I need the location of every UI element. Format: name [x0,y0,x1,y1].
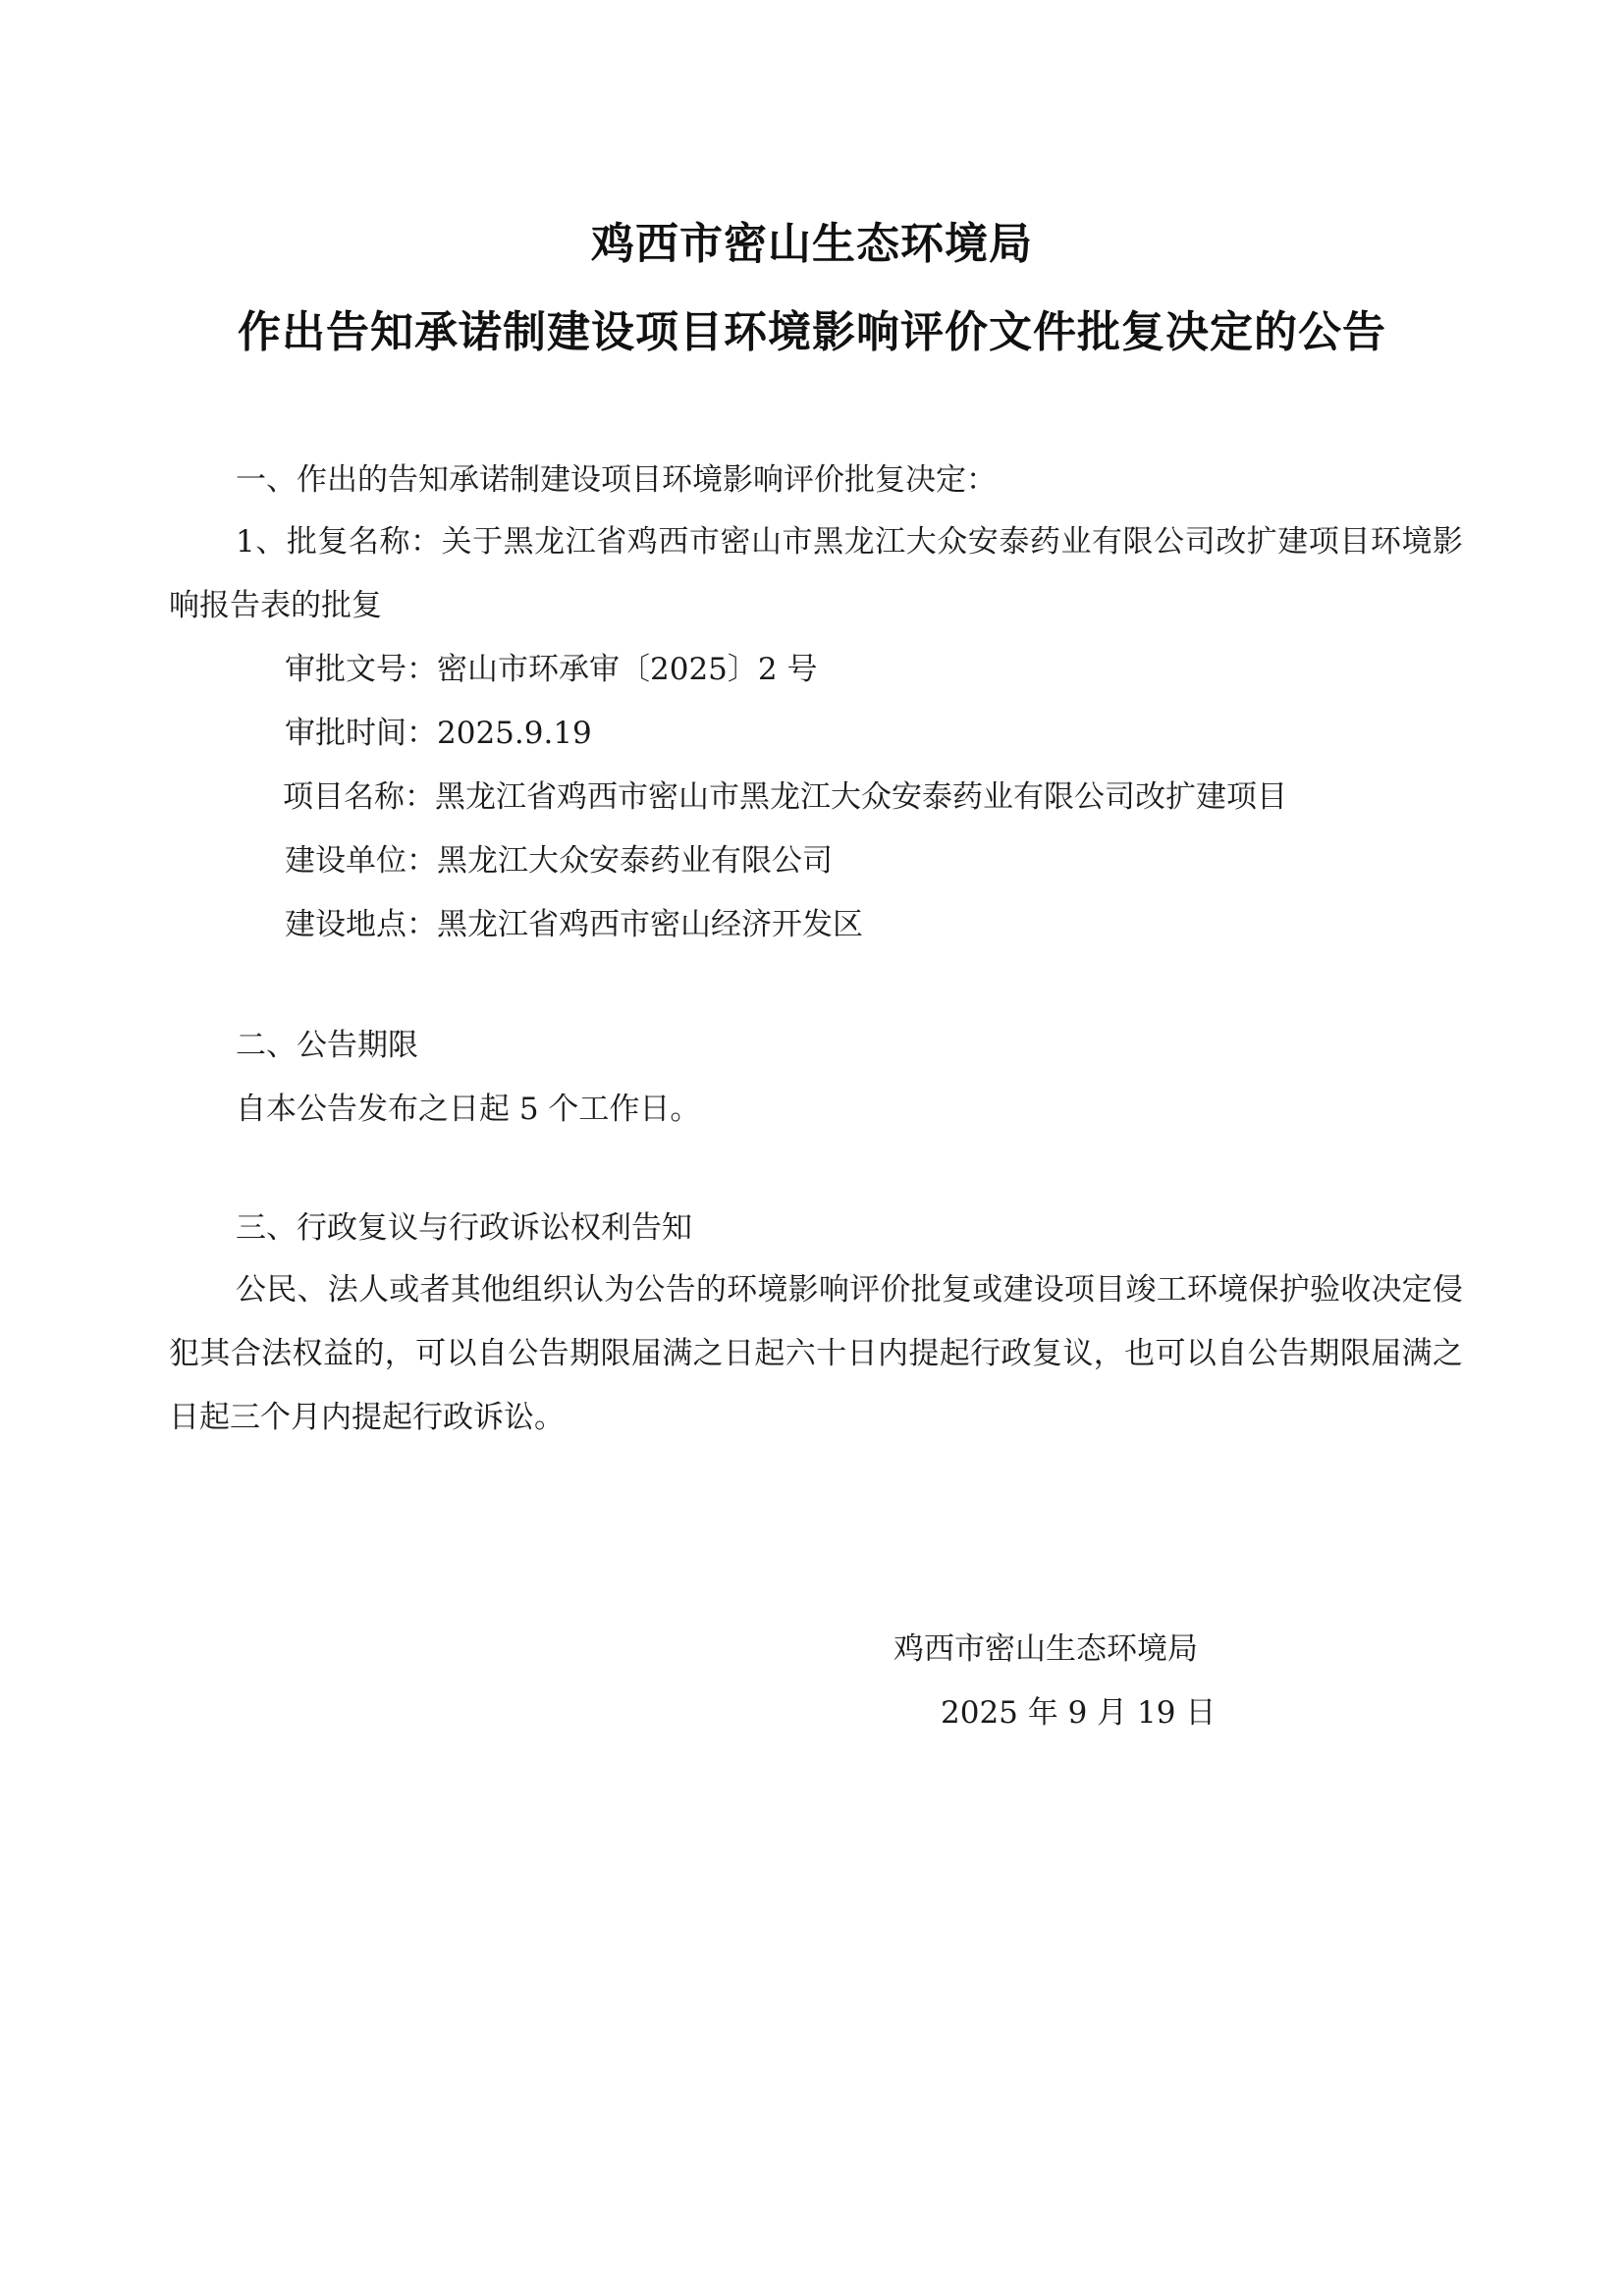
signature-date: 2025 年 9 月 19 日 [941,1695,1217,1731]
approval-time: 审批时间：2025.9.19 [285,716,592,751]
construction-unit: 建设单位：黑龙江大众安泰药业有限公司 [285,843,833,879]
approval-name-paragraph: 1、批复名称：关于黑龙江省鸡西市密山市黑龙江大众安泰药业有限公司改扩建项目环境影响报告表的批复 [169,524,1463,623]
section1-heading: 一、作出的告知承诺制建设项目环境影响评价批复决定： [236,462,997,498]
document-title-line1: 鸡西市密山生态环境局 [591,219,1033,269]
approval-number: 审批文号：密山市环承审〔2025〕2 号 [285,652,818,687]
project-name: 项目名称：黑龙江省鸡西市密山市黑龙江大众安泰药业有限公司改扩建项目 [283,779,1287,815]
signature-organization: 鸡西市密山生态环境局 [893,1631,1198,1667]
section2-text: 自本公告发布之日起 5 个工作日。 [236,1092,701,1127]
section3-heading: 三、行政复议与行政诉讼权利告知 [236,1210,692,1246]
construction-site: 建设地点：黑龙江省鸡西市密山经济开发区 [285,907,863,942]
document-title-line2: 作出告知承诺制建设项目环境影响评价文件批复决定的公告 [238,307,1386,357]
section3-text: 公民、法人或者其他组织认为公告的环境影响评价批复或建设项目竣工环境保护验收决定侵犯其合法权益的，可以自公告期限届满之日起六十日内提起行政复议，也可以自公告期限届满之日起三个月内提起行政诉讼。 [169,1272,1463,1435]
section2-heading: 二、公告期限 [236,1028,418,1063]
